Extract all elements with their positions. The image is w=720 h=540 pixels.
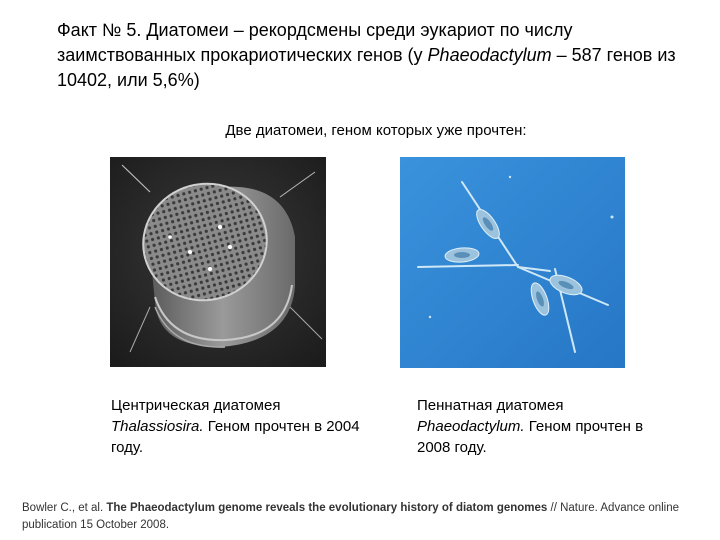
caption-line1: Центрическая диатомея <box>111 397 281 414</box>
thalassiosira-image <box>110 157 326 367</box>
slide-title <box>57 18 697 93</box>
citation-authors: Bowler C., et al. <box>22 502 107 514</box>
caption-rest: Геном прочтен в 2008 году. <box>417 418 644 456</box>
phaeodactylum-image <box>400 157 625 368</box>
citation-source: // Nature. Advance online publication 15 October 2008. <box>22 502 680 531</box>
title-species: Phaeodactylum <box>427 45 552 65</box>
caption-phaeodactylum <box>417 395 677 458</box>
citation-title: The Phaeodactylum genome reveals the evolutionary history of diatom genomes <box>106 502 548 514</box>
title-text-end: – 587 генов из 10402, или 5,6%) <box>57 45 676 90</box>
subtitle: Две диатомеи, геном которых уже прочтен: <box>225 122 527 139</box>
caption-species: Phaeodactylum. <box>417 418 525 435</box>
caption-thalassiosira <box>111 395 371 458</box>
caption-species: Thalassiosira. <box>111 418 204 435</box>
caption-rest: Геном прочтен в 2004 году. <box>111 418 360 456</box>
title-text: Факт № 5. Диатомеи – рекордсмены среди эукариот по числу заимствованных прокариотических генов (у <box>57 20 573 65</box>
citation <box>22 500 712 534</box>
caption-line1: Пеннатная диатомея <box>417 397 564 414</box>
